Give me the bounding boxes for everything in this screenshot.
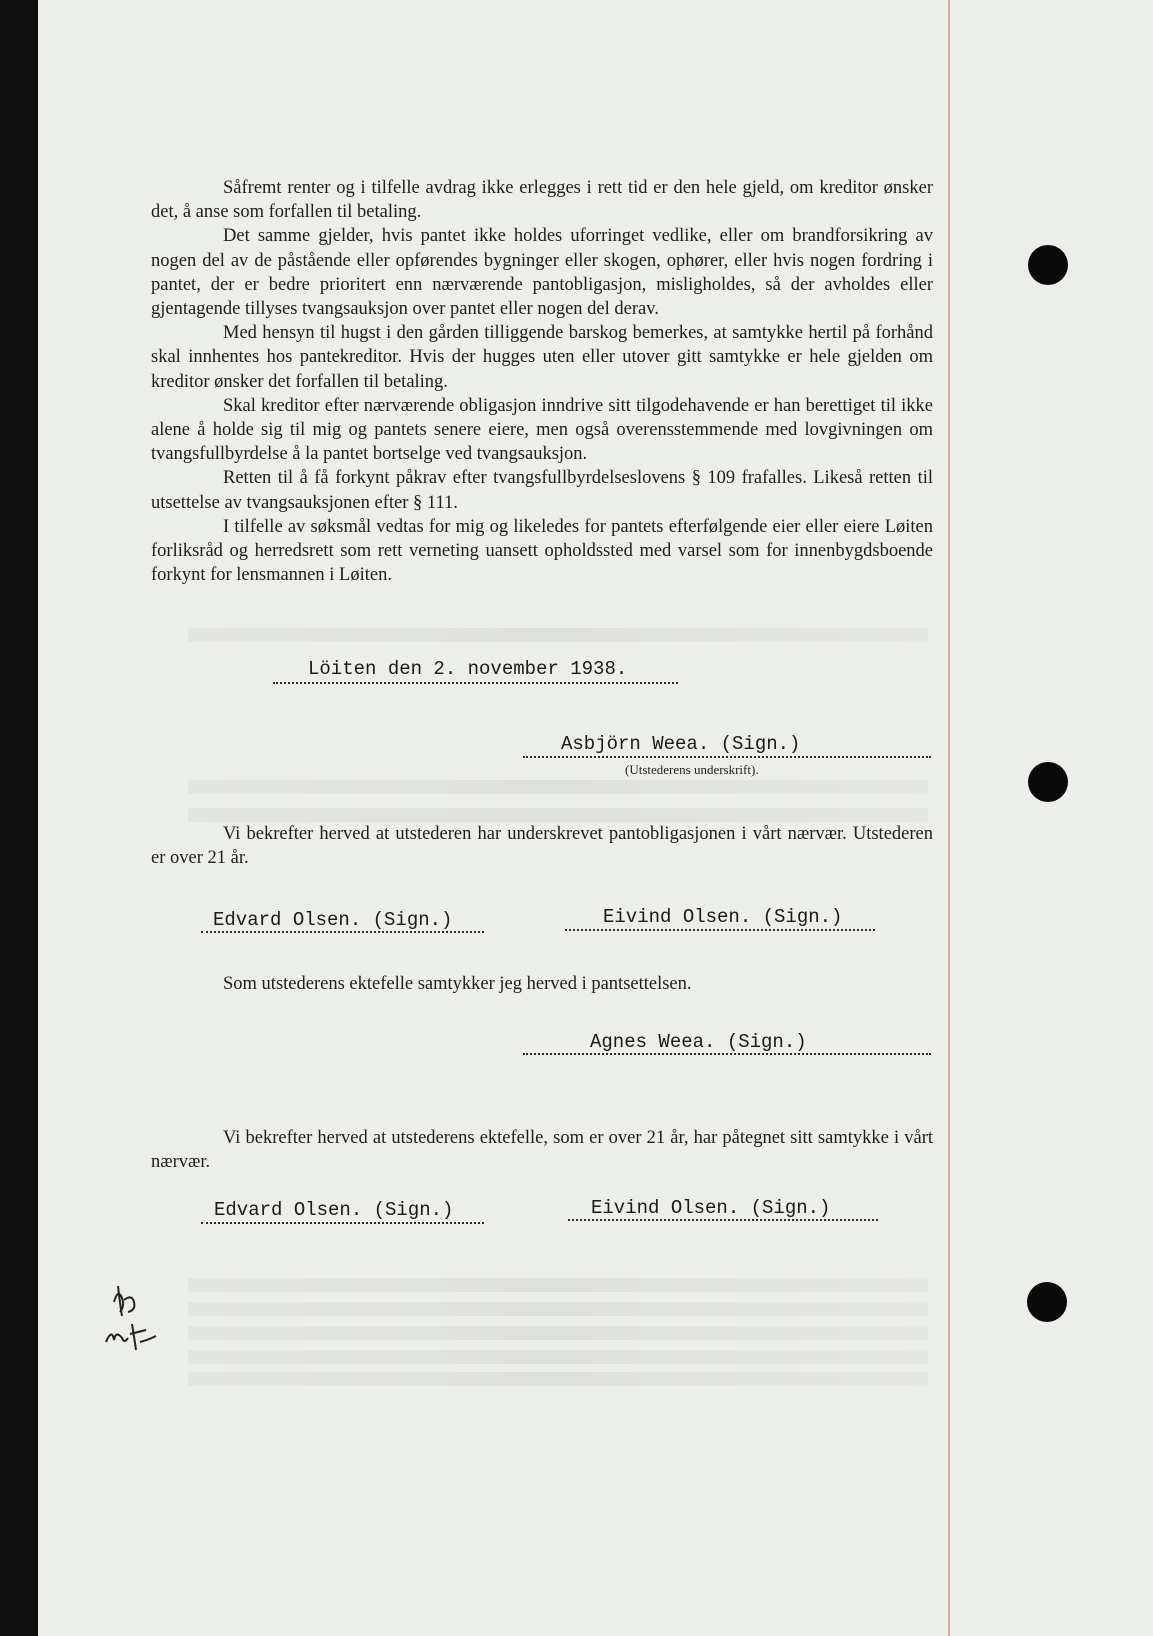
witness-a-1-dotline bbox=[201, 931, 484, 933]
witness-b-2-dotline bbox=[568, 1219, 878, 1221]
paragraph-logging: Med hensyn til hugst i den gården tilliggende barskog bemerkes, at samtykke hertil på forhånd skal innhentes hos pantekreditor. Hvis der hugges uten eller utover gitt samtykke er hele gjelden om kreditor ønsker det forfallen til betaling. bbox=[151, 323, 933, 392]
witness-a-1-signature: Edvard Olsen. (Sign.) bbox=[213, 909, 453, 931]
document-page bbox=[38, 0, 1153, 1636]
punch-hole bbox=[1028, 762, 1068, 802]
bleed-through bbox=[188, 628, 928, 642]
bleed-through bbox=[188, 1278, 928, 1292]
bleed-through bbox=[188, 1302, 928, 1316]
bleed-through bbox=[188, 808, 928, 822]
paragraph-venue: I tilfelle av søksmål vedtas for mig og likeledes for pantets efterfølgende eier eller eiere Løiten forliksråd og herredsrett som rett verneting uansett opholdssted med varsel som for innenbygdsboende forkynt for lensmannen i Løiten. bbox=[151, 516, 933, 586]
margin-rule bbox=[948, 0, 950, 1636]
bleed-through bbox=[188, 780, 928, 794]
witness-statement-2-block bbox=[151, 1126, 933, 1174]
witness-b-1-dotline bbox=[565, 929, 875, 931]
witness-statement-2: Vi bekrefter herved at utstederens ektefelle, som er over 21 år, har påtegnet sitt samtykke i vårt nærvær. bbox=[151, 1128, 933, 1173]
paragraph-enforcement: Skal kreditor efter nærværende obligasjon inndrive sitt tilgodehavende er han berettiget til ikke alene å holde sig til mig og pantets senere eiere, men også overensstemmende med lovgivningen om tvangsfullbyrdelse å la pantet bortselge ved tvangsauksjon. bbox=[151, 395, 933, 465]
bleed-through bbox=[188, 1326, 928, 1340]
spouse-consent: Som utstederens ektefelle samtykker jeg herved i pantsettelsen. bbox=[223, 974, 692, 994]
issuer-dotline bbox=[523, 756, 931, 758]
terms-text bbox=[151, 176, 933, 587]
issuer-signature: Asbjörn Weea. (Sign.) bbox=[561, 733, 801, 755]
spouse-dotline bbox=[523, 1053, 931, 1055]
punch-hole bbox=[1028, 245, 1068, 285]
paragraph-maintenance: Det samme gjelder, hvis pantet ikke holdes uforringet vedlike, eller om brandforsikring av nogen del av de påstående eller opførendes bygninger eller skogen, ophører, eller hvis nogen fordring i pantet, der er bedre prioritert enn nærværende pantobligasjon, misligholdes, så der avholdes eller gjentagende tillyses tvangsauksjon over pantet eller nogen del derav. bbox=[151, 226, 933, 320]
place-date: Löiten den 2. november 1938. bbox=[308, 658, 628, 680]
spouse-signature: Agnes Weea. (Sign.) bbox=[590, 1031, 807, 1053]
witness-b-2-signature: Eivind Olsen. (Sign.) bbox=[591, 1197, 831, 1219]
witness-a-2-signature: Edvard Olsen. (Sign.) bbox=[214, 1199, 454, 1221]
witness-statement-1: Vi bekrefter herved at utstederen har underskrevet pantobligasjonen i vårt nærvær. Utstederen er over 21 år. bbox=[151, 824, 933, 869]
witness-b-1-signature: Eivind Olsen. (Sign.) bbox=[603, 906, 843, 928]
witness-a-2-dotline bbox=[201, 1222, 484, 1224]
handwritten-initials bbox=[100, 1280, 180, 1355]
bleed-through bbox=[188, 1372, 928, 1386]
bleed-through bbox=[188, 1350, 928, 1364]
witness-statement-1-block bbox=[151, 822, 933, 870]
date-dotline bbox=[273, 682, 678, 684]
issuer-caption: (Utstederens underskrift). bbox=[625, 762, 759, 777]
punch-hole bbox=[1027, 1282, 1067, 1322]
paragraph-waiver: Retten til å få forkynt påkrav efter tvangsfullbyrdelseslovens § 109 frafalles. Likeså retten til utsettelse av tvangsauksjonen efter § 111. bbox=[151, 468, 933, 513]
paragraph-payment: Såfremt renter og i tilfelle avdrag ikke erlegges i rett tid er den hele gjeld, om kreditor ønsker det, å anse som forfallen til betaling. bbox=[151, 178, 933, 223]
